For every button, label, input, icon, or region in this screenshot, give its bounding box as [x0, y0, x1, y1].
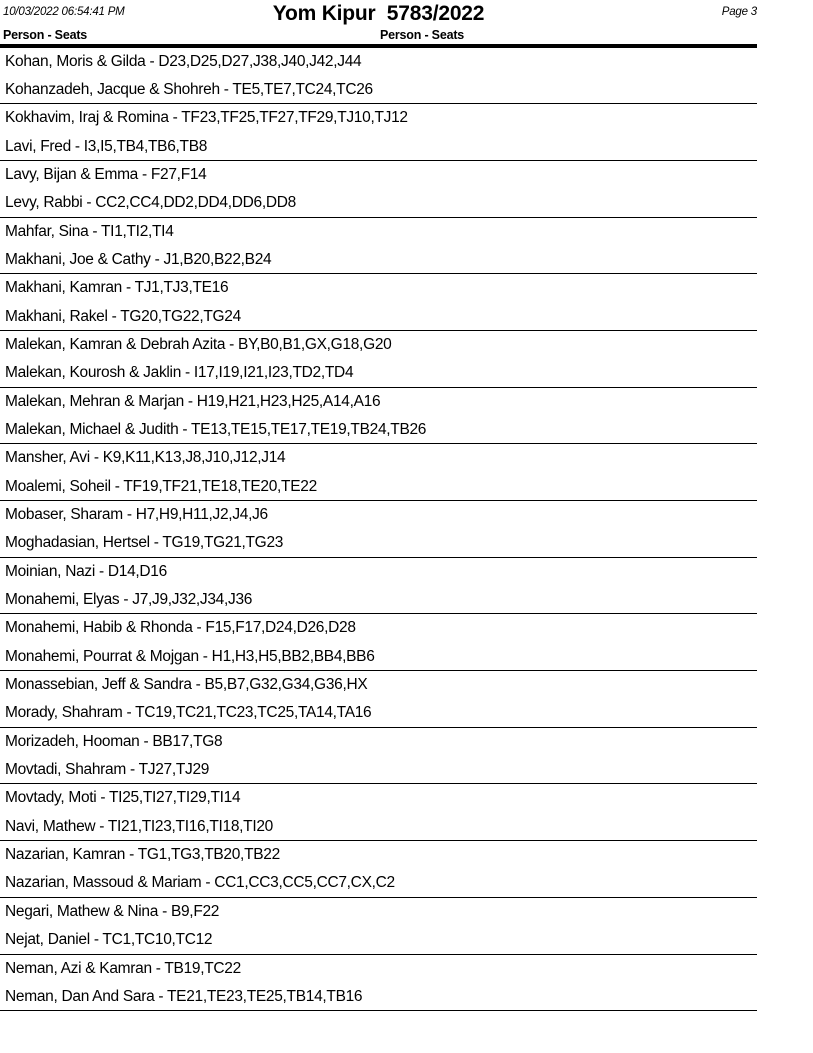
table-row: Makhani, Joe & Cathy - J1,B20,B22,B24: [0, 246, 757, 274]
table-row: Makhani, Rakel - TG20,TG22,TG24: [0, 303, 757, 331]
table-row: Neman, Azi & Kamran - TB19,TC22: [5, 959, 241, 977]
table-row: Lavy, Bijan & Emma - F27,F14: [5, 165, 207, 183]
page-title: Yom Kipur 5783/2022: [272, 2, 485, 25]
table-row: Kohan, Moris & Gilda - D23,D25,D27,J38,J40,J42,J44: [5, 52, 362, 70]
table-row: Mansher, Avi - K9,K11,K13,J8,J10,J12,J14: [5, 449, 286, 467]
table-row: Morady, Shahram - TC19,TC21,TC23,TC25,TA14,TA16: [0, 699, 757, 727]
table-row: Malekan, Michael & Judith - TE13,TE15,TE17,TE19,TB24,TB26: [0, 416, 757, 444]
page-number: Page 3: [721, 6, 757, 18]
table-row: Monahemi, Elyas - J7,J9,J32,J34,J36: [0, 586, 757, 614]
table-row: Monassebian, Jeff & Sandra - B5,B7,G32,G34,G36,HX: [5, 676, 368, 694]
table-row: Moinian, Nazi - D14,D16: [5, 562, 167, 580]
table-row: Makhani, Kamran - TJ1,TJ3,TE16: [5, 279, 229, 297]
table-row: Moghadasian, Hertsel - TG19,TG21,TG23: [0, 529, 757, 557]
table-row: Kohanzadeh, Jacque & Shohreh - TE5,TE7,TC24,TC26: [0, 76, 757, 104]
table-row: Movtady, Moti - TI25,TI27,TI29,TI14: [5, 789, 241, 807]
table-row: Malekan, Mehran & Marjan - H19,H21,H23,H25,A14,A16: [5, 392, 381, 410]
table-row: Negari, Mathew & Nina - B9,F22: [5, 902, 220, 920]
table-row: Morizadeh, Hooman - BB17,TG8: [5, 732, 223, 750]
table-row: Monahemi, Pourrat & Mojgan - H1,H3,H5,BB2,BB4,BB6: [0, 643, 757, 671]
table-row: Mobaser, Sharam - H7,H9,H11,J2,J4,J6: [5, 506, 268, 523]
table-row: Nejat, Daniel - TC1,TC10,TC12: [0, 926, 757, 954]
table-row: Moalemi, Soheil - TF19,TF21,TE18,TE20,TE22: [0, 473, 757, 501]
table-row: Lavi, Fred - I3,I5,TB4,TB6,TB8: [0, 133, 757, 161]
table-row: Malekan, Kamran & Debrah Azita - BY,B0,B1,GX,G18,G20: [5, 335, 392, 353]
table-row: Kokhavim, Iraj & Romina - TF23,TF25,TF27,TF29,TJ10,TJ12: [5, 109, 408, 127]
seat-assignment-list: [0, 48, 757, 1012]
table-row: Movtadi, Shahram - TJ27,TJ29: [0, 756, 757, 784]
table-row: Nazarian, Kamran - TG1,TG3,TB20,TB22: [5, 846, 280, 864]
column-header-person-seats-left: Person - Seats: [3, 28, 88, 42]
table-row: Mahfar, Sina - TI1,TI2,TI4: [5, 222, 174, 240]
table-row: Nazarian, Massoud & Mariam - CC1,CC3,CC5,CC7,CX,C2: [0, 869, 757, 897]
table-row: Navi, Mathew - TI21,TI23,TI16,TI18,TI20: [0, 813, 757, 841]
table-row: Monahemi, Habib & Rhonda - F15,F17,D24,D26,D28: [5, 619, 356, 637]
table-row: Neman, Dan And Sara - TE21,TE23,TE25,TB14,TB16: [0, 983, 757, 1011]
table-row: Levy, Rabbi - CC2,CC4,DD2,DD4,DD6,DD8: [0, 189, 757, 217]
report-timestamp: 10/03/2022 06:54:41 PM: [3, 6, 125, 18]
column-header-person-seats-center: Person - Seats: [380, 28, 465, 42]
table-row: Malekan, Kourosh & Jaklin - I17,I19,I21,I23,TD2,TD4: [0, 359, 757, 387]
